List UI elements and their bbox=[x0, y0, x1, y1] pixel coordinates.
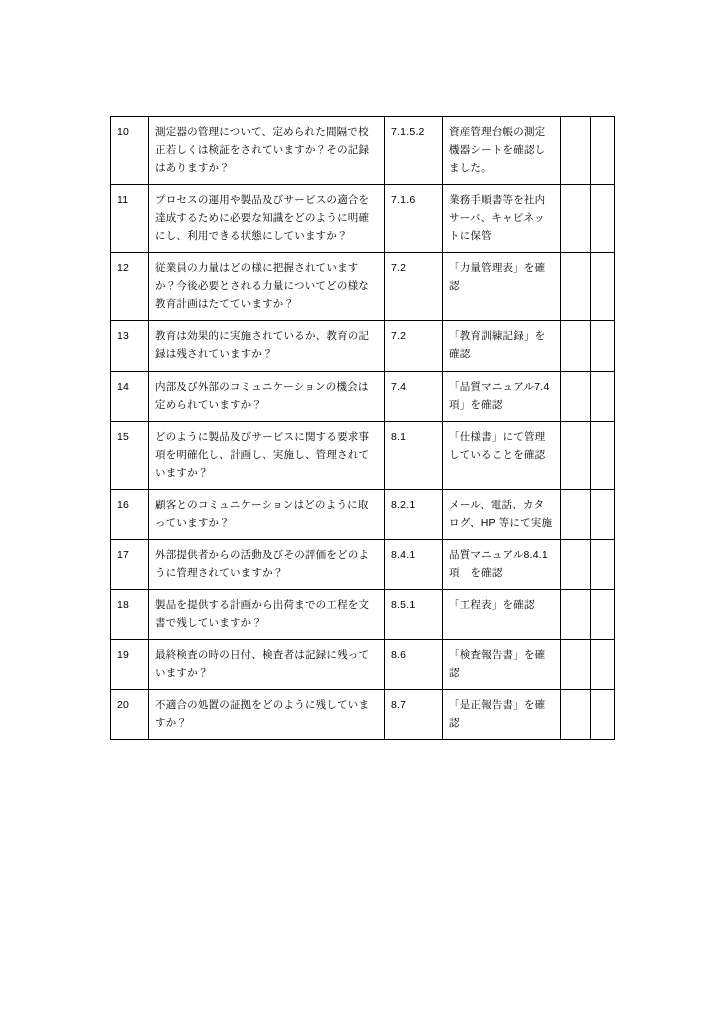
row-question: プロセスの運用や製品及びサービスの適合を達成するために必要な知識をどのように明確にし、利用できる状態にしていますか？ bbox=[155, 194, 370, 243]
row-clause: 8.1 bbox=[391, 430, 407, 443]
row-clause-cell bbox=[385, 690, 443, 740]
table-body bbox=[111, 117, 615, 740]
row-blank1-cell bbox=[561, 489, 591, 539]
row-question-cell bbox=[149, 117, 385, 185]
table-row bbox=[111, 321, 615, 371]
row-blank2-cell bbox=[591, 321, 615, 371]
row-clause: 7.4 bbox=[391, 380, 407, 393]
row-clause-cell bbox=[385, 421, 443, 489]
row-clause-cell bbox=[385, 489, 443, 539]
row-evidence: 資産管理台帳の測定機器シートを確認しました。 bbox=[449, 126, 546, 175]
table-row bbox=[111, 640, 615, 690]
row-number: 13 bbox=[117, 330, 130, 343]
row-blank2-cell bbox=[591, 640, 615, 690]
row-number-cell bbox=[111, 421, 149, 489]
row-question: 顧客とのコミュニケーションはどのように取っていますか？ bbox=[155, 498, 369, 529]
row-blank2-cell bbox=[591, 185, 615, 253]
row-evidence-cell bbox=[443, 539, 561, 589]
row-number: 19 bbox=[117, 649, 130, 662]
table-row bbox=[111, 690, 615, 740]
row-blank1-cell bbox=[561, 690, 591, 740]
row-number: 18 bbox=[117, 598, 130, 611]
row-clause-cell bbox=[385, 640, 443, 690]
table-row bbox=[111, 117, 615, 185]
row-blank2-cell bbox=[591, 421, 615, 489]
row-evidence-cell bbox=[443, 640, 561, 690]
row-blank2-cell bbox=[591, 589, 615, 639]
row-blank1-cell bbox=[561, 185, 591, 253]
table-row bbox=[111, 253, 615, 321]
row-question: 製品を提供する計画から出荷までの工程を文書で残していますか？ bbox=[155, 598, 370, 629]
row-evidence-cell bbox=[443, 117, 561, 185]
audit-checklist-table bbox=[110, 116, 615, 740]
row-question: 教育は効果的に実施されているか、教育の記録は残されていますか？ bbox=[155, 330, 370, 361]
row-blank1-cell bbox=[561, 371, 591, 421]
row-evidence-cell bbox=[443, 321, 561, 371]
row-blank1-cell bbox=[561, 117, 591, 185]
row-clause-cell bbox=[385, 321, 443, 371]
row-question: 外部提供者からの活動及びその評価をどのように管理されていますか？ bbox=[155, 548, 370, 579]
row-number: 11 bbox=[117, 194, 129, 207]
row-question-cell bbox=[149, 321, 385, 371]
row-evidence: 業務手順書等を社内サーバ、キャビネットに保管 bbox=[449, 194, 546, 243]
row-question-cell bbox=[149, 253, 385, 321]
row-clause-cell bbox=[385, 253, 443, 321]
row-evidence-cell bbox=[443, 690, 561, 740]
row-question: 内部及び外部のコミュニケーションの機会は定められていますか？ bbox=[155, 380, 369, 411]
row-blank2-cell bbox=[591, 539, 615, 589]
row-evidence: 「検査報告書」を確認 bbox=[449, 649, 546, 680]
row-number: 10 bbox=[117, 126, 130, 138]
row-clause: 8.6 bbox=[391, 649, 407, 662]
row-number-cell bbox=[111, 589, 149, 639]
row-clause: 7.2 bbox=[391, 262, 407, 275]
table-row bbox=[111, 539, 615, 589]
row-clause: 7.2 bbox=[391, 330, 407, 343]
row-clause-cell bbox=[385, 185, 443, 253]
row-evidence: 「品質マニュアル7.4 項」を確認 bbox=[449, 380, 553, 411]
row-blank1-cell bbox=[561, 640, 591, 690]
row-number: 12 bbox=[117, 262, 130, 275]
row-question-cell bbox=[149, 489, 385, 539]
row-blank1-cell bbox=[561, 589, 591, 639]
row-blank2-cell bbox=[591, 253, 615, 321]
row-evidence-cell bbox=[443, 489, 561, 539]
row-clause-cell bbox=[385, 371, 443, 421]
row-blank2-cell bbox=[591, 117, 615, 185]
row-clause: 7.1.5.2 bbox=[391, 126, 425, 138]
row-evidence: 「教育訓練記録」を確認 bbox=[449, 330, 546, 361]
row-evidence-cell bbox=[443, 421, 561, 489]
row-evidence: 「力量管理表」を確認 bbox=[449, 262, 546, 293]
row-blank1-cell bbox=[561, 421, 591, 489]
row-question: 測定器の管理について、定められた間隔で校正若しくは検証をされていますか？その記録はありますか？ bbox=[155, 126, 370, 175]
row-number-cell bbox=[111, 539, 149, 589]
row-clause: 8.5.1 bbox=[391, 598, 416, 611]
row-evidence: 「是正報告書」を確認 bbox=[449, 699, 546, 730]
row-number: 16 bbox=[117, 498, 130, 511]
row-blank2-cell bbox=[591, 690, 615, 740]
row-clause-cell bbox=[385, 539, 443, 589]
row-clause-cell bbox=[385, 589, 443, 639]
row-number-cell bbox=[111, 185, 149, 253]
table-row bbox=[111, 489, 615, 539]
row-question-cell bbox=[149, 640, 385, 690]
row-evidence-cell bbox=[443, 371, 561, 421]
row-number-cell bbox=[111, 640, 149, 690]
row-number-cell bbox=[111, 321, 149, 371]
row-evidence: 「仕様書」にて管理していることを確認 bbox=[449, 430, 546, 461]
row-number-cell bbox=[111, 253, 149, 321]
table-row bbox=[111, 421, 615, 489]
row-question-cell bbox=[149, 185, 385, 253]
table-row bbox=[111, 185, 615, 253]
row-question-cell bbox=[149, 539, 385, 589]
row-evidence-cell bbox=[443, 185, 561, 253]
row-question-cell bbox=[149, 421, 385, 489]
row-blank1-cell bbox=[561, 253, 591, 321]
row-question-cell bbox=[149, 589, 385, 639]
row-evidence: 品質マニュアル8.4.1 項 を確認 bbox=[449, 548, 552, 579]
row-question: 最終検査の時の日付、検査者は記録に残っていますか？ bbox=[155, 649, 370, 680]
row-question: 不適合の処置の証拠をどのように残していますか？ bbox=[155, 699, 370, 730]
row-number: 20 bbox=[117, 699, 130, 712]
table-row bbox=[111, 371, 615, 421]
row-blank2-cell bbox=[591, 489, 615, 539]
row-number-cell bbox=[111, 489, 149, 539]
row-evidence-cell bbox=[443, 253, 561, 321]
row-evidence: 「工程表」を確認 bbox=[449, 598, 535, 611]
row-question: 従業員の力量はどの様に把握されていますか？今後必要とされる力量についてどの様な教育計画はたてていますか？ bbox=[155, 262, 369, 311]
row-blank2-cell bbox=[591, 371, 615, 421]
row-clause: 8.2.1 bbox=[391, 498, 416, 511]
row-evidence: メール、電話、カタログ、HP 等にて実施 bbox=[449, 498, 553, 529]
row-number: 15 bbox=[117, 430, 130, 443]
row-number: 17 bbox=[117, 548, 130, 561]
row-clause-cell bbox=[385, 117, 443, 185]
row-question-cell bbox=[149, 690, 385, 740]
row-blank1-cell bbox=[561, 539, 591, 589]
row-clause: 8.4.1 bbox=[391, 548, 416, 561]
row-blank1-cell bbox=[561, 321, 591, 371]
row-number-cell bbox=[111, 371, 149, 421]
row-clause: 7.1.6 bbox=[391, 194, 416, 207]
row-number-cell bbox=[111, 117, 149, 185]
row-question-cell bbox=[149, 371, 385, 421]
row-question: どのように製品及びサービスに関する要求事項を明確化し、計画し、実施し、管理されていますか？ bbox=[155, 430, 370, 479]
row-number-cell bbox=[111, 690, 149, 740]
row-clause: 8.7 bbox=[391, 699, 407, 712]
row-evidence-cell bbox=[443, 589, 561, 639]
table-row bbox=[111, 589, 615, 639]
row-number: 14 bbox=[117, 380, 130, 393]
